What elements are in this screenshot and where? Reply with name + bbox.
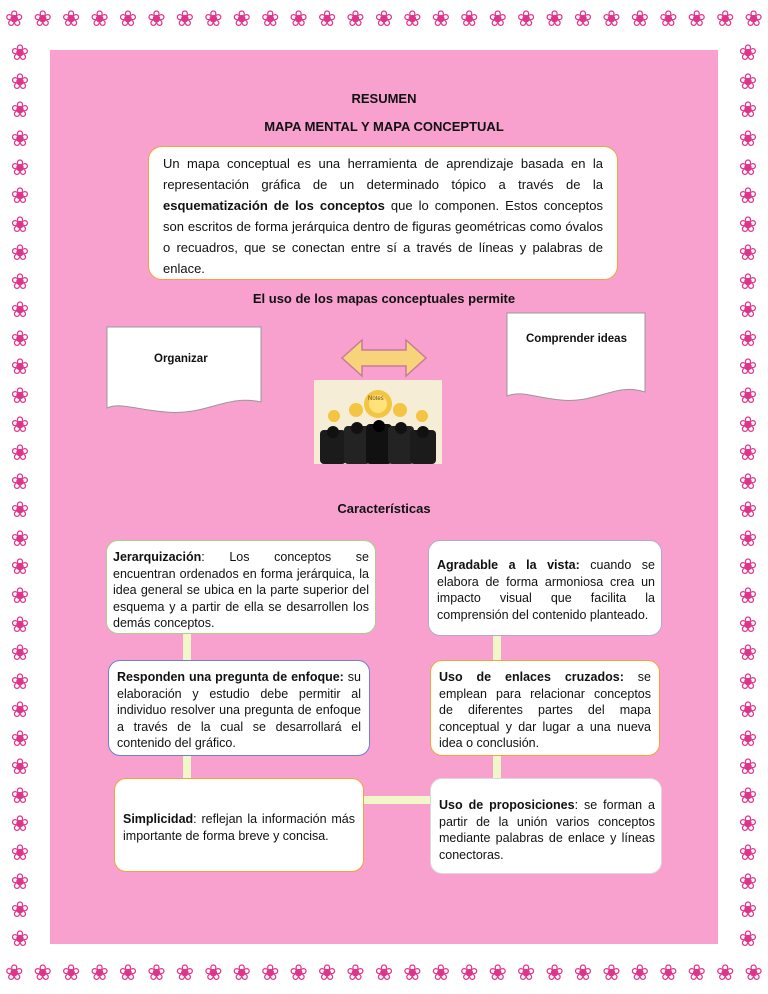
flower-icon: ❀	[715, 7, 735, 32]
organizar-label: Organizar	[154, 353, 208, 365]
flower-icon: ❀	[738, 726, 758, 752]
flower-icon: ❀	[10, 269, 30, 295]
flower-icon: ❀	[346, 961, 365, 986]
flower-icon: ❀	[460, 961, 479, 986]
illustration-note-text: Notes	[368, 396, 384, 402]
flower-icon: ❀	[10, 469, 30, 495]
flower-icon: ❀	[738, 298, 758, 324]
flower-icon: ❀	[403, 7, 422, 32]
flower-icon: ❀	[602, 961, 621, 986]
flower-icon: ❀	[738, 184, 758, 210]
flower-icon: ❀	[10, 498, 30, 524]
characteristic-box-enlaces-cruzados	[430, 660, 660, 756]
flower-icon: ❀	[10, 841, 30, 867]
flower-icon: ❀	[61, 7, 81, 32]
connector-line	[183, 630, 191, 662]
flower-icon: ❀	[10, 555, 30, 581]
comprender-shape	[506, 312, 646, 406]
characteristic-box-pregunta-enfoque	[108, 660, 370, 756]
flower-icon: ❀	[10, 755, 30, 781]
flower-icon: ❀	[738, 326, 758, 352]
flower-icon: ❀	[10, 441, 30, 467]
flower-icon: ❀	[10, 98, 30, 124]
flower-icon: ❀	[738, 698, 758, 724]
flower-icon: ❀	[10, 384, 30, 410]
intro-text-bold: esquematización de los conceptos	[163, 198, 385, 213]
flower-icon: ❀	[289, 961, 308, 986]
flower-icon: ❀	[488, 961, 507, 986]
people-lightbulbs-illustration	[314, 380, 442, 464]
flower-icon: ❀	[374, 7, 394, 32]
flower-icon: ❀	[431, 961, 450, 986]
flower-icon: ❀	[738, 69, 758, 95]
flower-icon: ❀	[738, 612, 758, 638]
flower-icon: ❀	[260, 7, 280, 32]
characteristic-separator: :	[574, 798, 584, 812]
flower-icon: ❀	[738, 212, 758, 238]
flower-icon: ❀	[516, 7, 536, 32]
flower-icon: ❀	[175, 7, 195, 32]
flower-icon: ❀	[738, 441, 758, 467]
flower-icon: ❀	[573, 7, 593, 32]
flower-icon: ❀	[10, 69, 30, 95]
flower-icon: ❀	[232, 7, 251, 32]
flower-icon: ❀	[738, 869, 758, 895]
characteristic-text: Los conceptos se encuentran ordenados en forma jerárquica, la idea general se ubica en la parte superior del esquema y a partir de ella se desarrollen los demás conceptos.	[113, 550, 369, 630]
flower-icon: ❀	[545, 961, 564, 986]
characteristic-label: Jerarquización	[113, 550, 202, 564]
flower-icon: ❀	[10, 783, 30, 809]
flower-icon: ❀	[204, 7, 223, 32]
flower-icon: ❀	[10, 155, 30, 181]
flower-icon: ❀	[10, 698, 30, 724]
flower-icon: ❀	[738, 355, 758, 381]
characteristic-label: Uso de proposiciones	[439, 798, 575, 812]
flower-icon: ❀	[10, 583, 30, 609]
flower-icon: ❀	[687, 961, 706, 986]
characteristic-separator	[580, 558, 591, 572]
decorative-border-bottom	[0, 954, 768, 994]
flower-icon: ❀	[630, 7, 650, 32]
intro-text-part2: que lo componen. Estos conceptos son escritos de forma jerárquica dentro de figuras geométricas como óvalos o recuadros, que se conectan entre sí a través de líneas y palabras de enlace.	[163, 198, 603, 276]
flower-icon: ❀	[738, 755, 758, 781]
double-arrow-icon	[340, 338, 428, 378]
flower-icon: ❀	[738, 898, 758, 924]
flower-icon: ❀	[317, 7, 337, 32]
flower-icon: ❀	[738, 41, 758, 67]
flower-icon: ❀	[10, 612, 30, 638]
flower-icon: ❀	[10, 641, 30, 667]
flower-icon: ❀	[738, 841, 758, 867]
characteristic-separator: :	[201, 550, 230, 564]
flower-icon: ❀	[738, 555, 758, 581]
flower-icon: ❀	[10, 412, 30, 438]
characteristic-box-proposiciones	[430, 778, 662, 874]
flower-icon: ❀	[659, 7, 678, 32]
uses-heading: El uso de los mapas conceptuales permite	[252, 291, 516, 306]
flower-icon: ❀	[738, 812, 758, 838]
flower-icon: ❀	[431, 7, 450, 32]
flower-icon: ❀	[10, 241, 30, 267]
flower-icon: ❀	[33, 7, 52, 32]
flower-icon: ❀	[10, 355, 30, 381]
flower-icon: ❀	[738, 155, 758, 181]
flower-icon: ❀	[403, 961, 422, 986]
flower-icon: ❀	[738, 926, 758, 952]
flower-icon: ❀	[10, 812, 30, 838]
flower-icon: ❀	[744, 961, 763, 986]
page-title: RESUMEN	[351, 91, 417, 106]
flower-icon: ❀	[346, 7, 365, 32]
characteristic-separator: :	[193, 812, 202, 826]
flower-icon: ❀	[602, 7, 621, 32]
flower-icon: ❀	[738, 241, 758, 267]
intro-text-part1: Un mapa conceptual es una herramienta de aprendizaje basada en la representación gráfica de un determinado tópico a través de la	[163, 156, 603, 192]
flower-icon: ❀	[147, 961, 166, 986]
characteristic-box-agradable	[428, 540, 662, 636]
characteristic-separator	[624, 670, 638, 684]
flower-icon: ❀	[10, 298, 30, 324]
flower-icon: ❀	[118, 961, 138, 986]
flower-icon: ❀	[10, 326, 30, 352]
flower-icon: ❀	[738, 126, 758, 152]
flower-icon: ❀	[715, 961, 735, 986]
flower-icon: ❀	[738, 469, 758, 495]
characteristic-label: Responden una pregunta de enfoque:	[117, 670, 344, 684]
flower-icon: ❀	[10, 926, 30, 952]
flower-icon: ❀	[289, 7, 308, 32]
page-subtitle: MAPA MENTAL Y MAPA CONCEPTUAL	[264, 119, 504, 134]
characteristic-box-simplicidad	[114, 778, 364, 872]
decorative-border-top	[0, 0, 768, 40]
flower-icon: ❀	[659, 961, 678, 986]
flower-icon: ❀	[10, 212, 30, 238]
flower-icon: ❀	[10, 898, 30, 924]
characteristic-text: su elaboración y estudio debe permitir al individuo resolver una pregunta de enfoque a través de la cual se desarrollará el contenido del gráfico.	[117, 670, 361, 750]
flower-icon: ❀	[5, 7, 24, 32]
decorative-border-left	[0, 40, 40, 954]
flower-icon: ❀	[516, 961, 536, 986]
characteristic-text: reflejan la información más importante de forma breve y concisa.	[123, 812, 355, 843]
characteristic-label: Simplicidad	[123, 812, 194, 826]
flower-icon: ❀	[460, 7, 479, 32]
characteristics-heading: Características	[337, 501, 431, 516]
flower-icon: ❀	[90, 961, 109, 986]
flower-icon: ❀	[545, 7, 564, 32]
flower-icon: ❀	[10, 869, 30, 895]
flower-icon: ❀	[10, 41, 30, 67]
flower-icon: ❀	[33, 961, 52, 986]
flower-icon: ❀	[10, 184, 30, 210]
flower-icon: ❀	[118, 7, 138, 32]
flower-icon: ❀	[232, 961, 251, 986]
flower-icon: ❀	[5, 961, 24, 986]
flower-icon: ❀	[738, 783, 758, 809]
flower-icon: ❀	[738, 498, 758, 524]
flower-icon: ❀	[738, 269, 758, 295]
flower-icon: ❀	[374, 961, 394, 986]
flower-icon: ❀	[204, 961, 223, 986]
flower-icon: ❀	[10, 526, 30, 552]
characteristic-box-jerarquizacion	[106, 540, 376, 634]
flower-icon: ❀	[738, 669, 758, 695]
characteristic-label: Agradable a la vista:	[437, 558, 580, 572]
flower-icon: ❀	[488, 7, 507, 32]
flower-icon: ❀	[573, 961, 593, 986]
characteristic-text: se forman a partir de la unión varios conceptos mediante palabras de enlace y líneas conectoras.	[439, 798, 655, 862]
flower-icon: ❀	[738, 526, 758, 552]
comprender-label: Comprender ideas	[526, 333, 627, 345]
decorative-border-right	[728, 40, 768, 954]
flower-icon: ❀	[738, 583, 758, 609]
flower-icon: ❀	[10, 669, 30, 695]
organizar-shape	[106, 326, 262, 418]
flower-icon: ❀	[175, 961, 195, 986]
flower-icon: ❀	[738, 412, 758, 438]
flower-icon: ❀	[317, 961, 337, 986]
characteristic-text: cuando se elabora de forma armoniosa crea un impacto visual que facilita la comprensión del contenido planteado.	[437, 558, 655, 622]
characteristic-label: Uso de enlaces cruzados:	[439, 670, 624, 684]
flower-icon: ❀	[738, 384, 758, 410]
flower-icon: ❀	[61, 961, 81, 986]
flower-icon: ❀	[10, 726, 30, 752]
flower-icon: ❀	[738, 641, 758, 667]
intro-box	[148, 146, 618, 280]
characteristic-text: se emplean para relacionar conceptos de diferentes partes del mapa conceptual y dar lugar a una nueva idea o conclusión.	[439, 670, 651, 750]
flower-icon: ❀	[90, 7, 109, 32]
flower-icon: ❀	[744, 7, 763, 32]
flower-icon: ❀	[687, 7, 706, 32]
connector-line	[362, 796, 434, 804]
flower-icon: ❀	[10, 126, 30, 152]
flower-icon: ❀	[630, 961, 650, 986]
flower-icon: ❀	[260, 961, 280, 986]
flower-icon: ❀	[147, 7, 166, 32]
flower-icon: ❀	[738, 98, 758, 124]
